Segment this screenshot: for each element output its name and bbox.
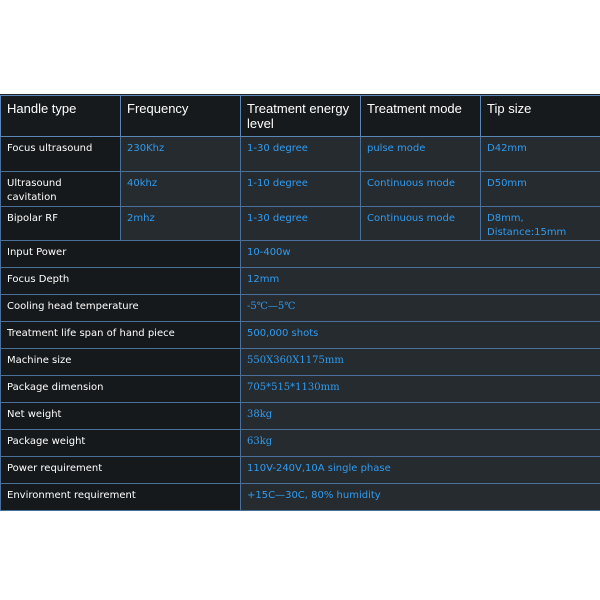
spec-value: 500,000 shots	[241, 322, 600, 349]
energy-cell: 1-30 degree	[241, 207, 361, 242]
table-row	[1, 241, 600, 268]
spec-value: 63kg	[241, 430, 600, 457]
table-row	[1, 268, 600, 295]
frequency-cell: 40khz	[121, 172, 241, 207]
spec-label: Focus Depth	[1, 268, 241, 295]
spec-label: Machine size	[1, 349, 241, 376]
tip-size-cell: D50mm	[481, 172, 600, 207]
tip-size-cell: D42mm	[481, 137, 600, 172]
spec-value: -5℃—5℃	[241, 295, 600, 322]
spec-value: 550X360X1175mm	[241, 349, 600, 376]
spec-label: Package dimension	[1, 376, 241, 403]
table-row	[1, 430, 600, 457]
mode-cell: Continuous mode	[361, 207, 481, 242]
table-header-row	[1, 96, 600, 137]
spec-label: Environment requirement	[1, 484, 241, 511]
spec-value: 12mm	[241, 268, 600, 295]
energy-cell: 1-30 degree	[241, 137, 361, 172]
spec-label: Input Power	[1, 241, 241, 268]
table-row	[1, 295, 600, 322]
spec-value: 38kg	[241, 403, 600, 430]
table-row	[1, 172, 600, 207]
tip-size-cell: D8mm, Distance:15mm	[481, 207, 600, 242]
header-handle-type: Handle type	[1, 96, 121, 137]
spec-value: 705*515*1130mm	[241, 376, 600, 403]
table-row	[1, 457, 600, 484]
table-row	[1, 403, 600, 430]
machine-spec-table	[0, 240, 600, 511]
spec-label: Package weight	[1, 430, 241, 457]
table-row	[1, 322, 600, 349]
handle-type-cell: Ultrasound cavitation	[1, 172, 121, 207]
table-row	[1, 484, 600, 511]
frequency-cell: 230Khz	[121, 137, 241, 172]
mode-cell: pulse mode	[361, 137, 481, 172]
header-treatment-mode: Treatment mode	[361, 96, 481, 137]
spec-value: 10-400w	[241, 241, 600, 268]
table-row	[1, 207, 600, 242]
energy-cell: 1-10 degree	[241, 172, 361, 207]
header-treatment-energy-level: Treatment energy level	[241, 96, 361, 137]
mode-cell: Continuous mode	[361, 172, 481, 207]
spec-value: +15C—30C, 80% humidity	[241, 484, 600, 511]
header-tip-size: Tip size	[481, 96, 600, 137]
frequency-cell: 2mhz	[121, 207, 241, 242]
table-row	[1, 376, 600, 403]
spec-value: 110V-240V,10A single phase	[241, 457, 600, 484]
handle-type-cell: Bipolar RF	[1, 207, 121, 242]
handle-spec-table	[0, 95, 600, 242]
table-row	[1, 137, 600, 172]
header-frequency: Frequency	[121, 96, 241, 137]
spec-label: Cooling head temperature	[1, 295, 241, 322]
spec-label: Net weight	[1, 403, 241, 430]
table-row	[1, 349, 600, 376]
spec-label: Power requirement	[1, 457, 241, 484]
spec-label: Treatment life span of hand piece	[1, 322, 241, 349]
handle-type-cell: Focus ultrasound	[1, 137, 121, 172]
